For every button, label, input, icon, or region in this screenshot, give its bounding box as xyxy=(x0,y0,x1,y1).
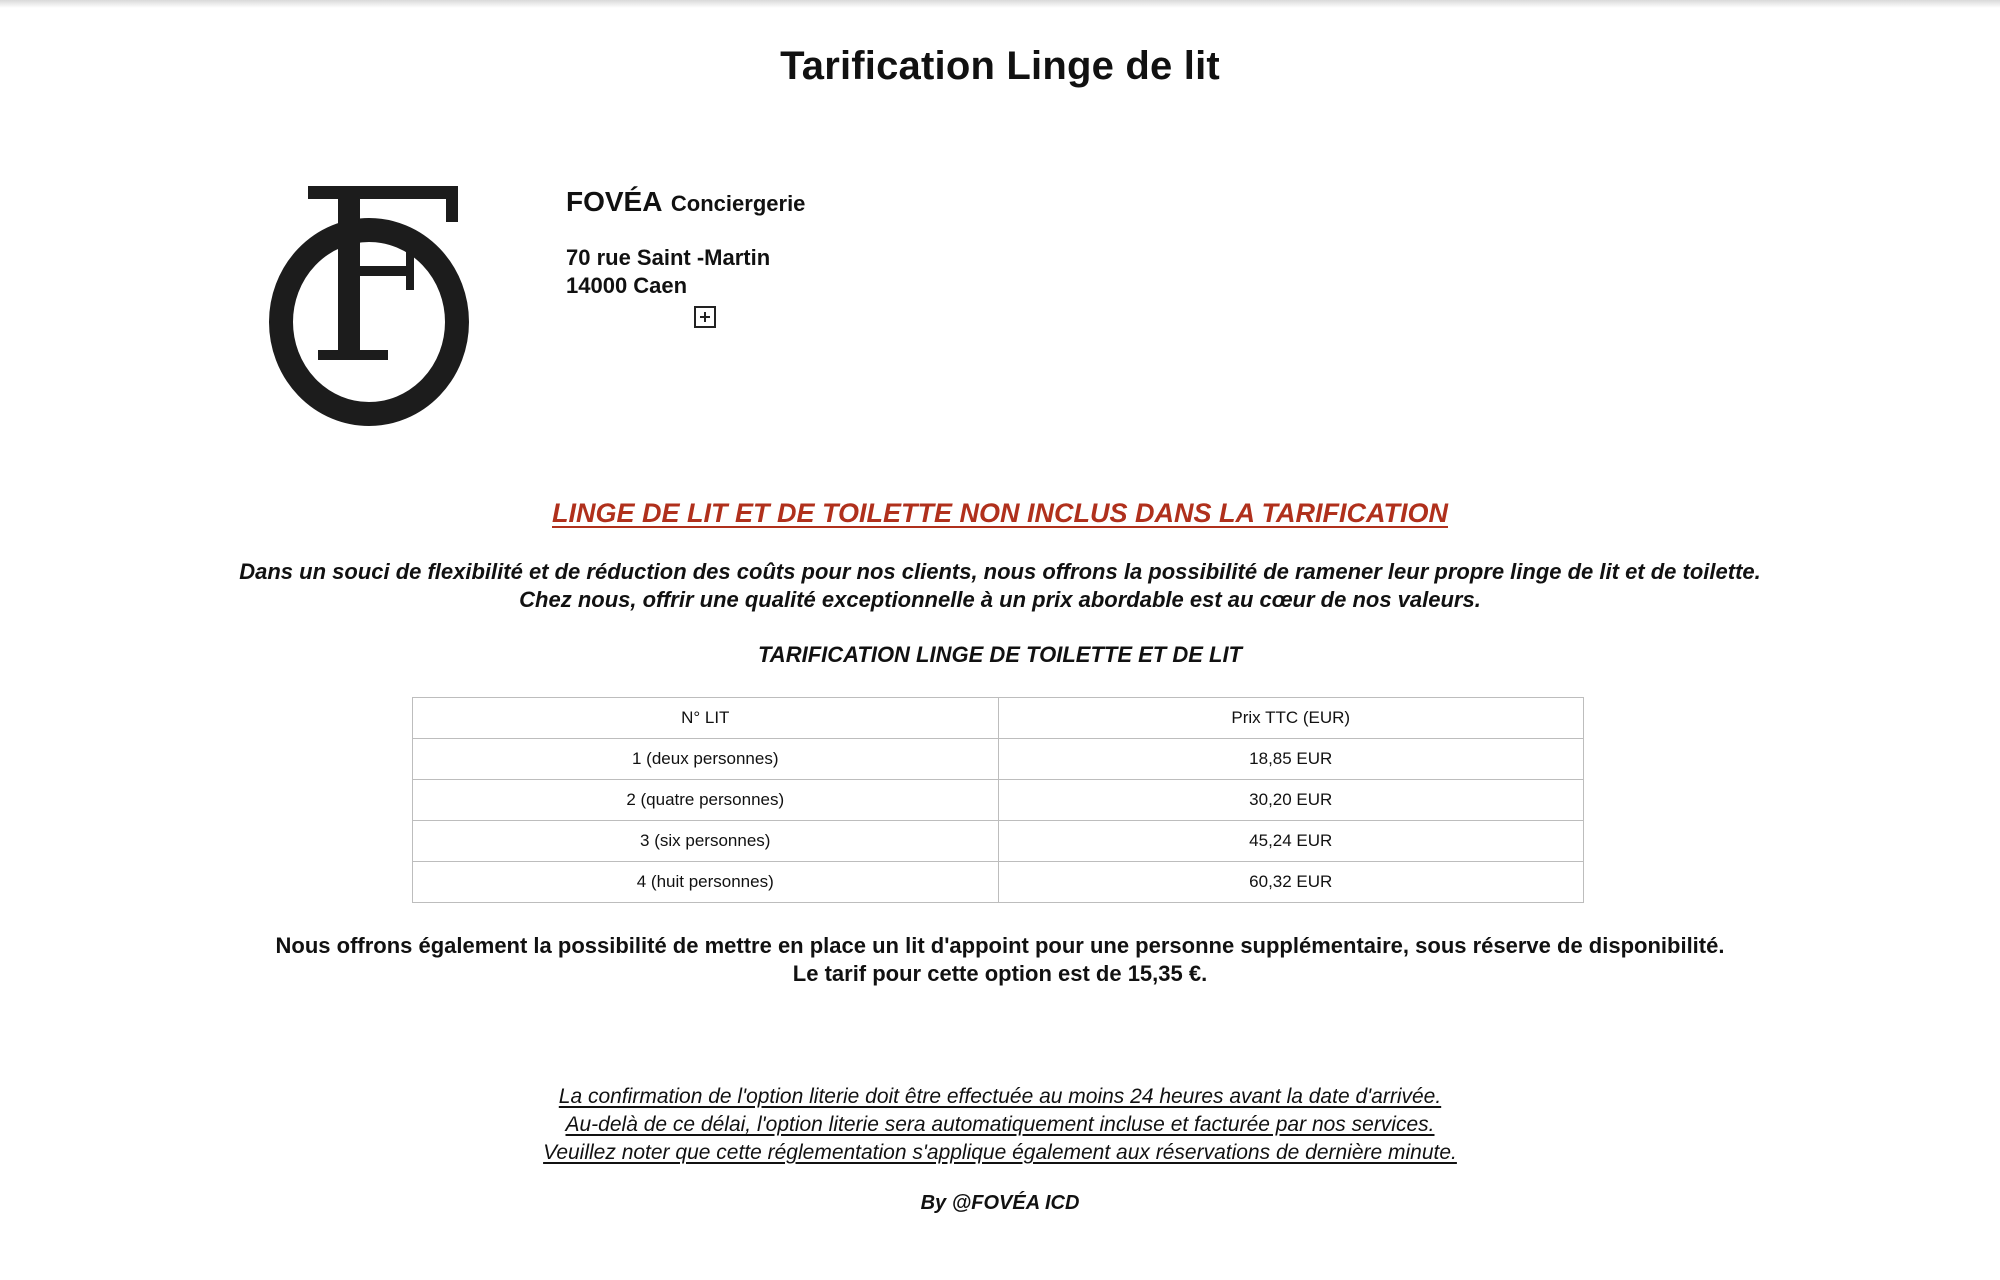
pricing-table xyxy=(412,697,1584,903)
company-name xyxy=(566,186,805,218)
top-edge-shadow xyxy=(0,0,2000,8)
condition-line-2: Au-delà de ce délai, l'option literie sera automatiquement incluse et facturée par nos services. xyxy=(565,1113,1435,1136)
intro-line-1: Dans un souci de flexibilité et de réduction des coûts pour nos clients, nous offrons la possibilité de ramener leur propre linge de lit et de toilette. xyxy=(239,559,1761,584)
table-row xyxy=(413,821,1584,862)
extra-bed-line-2: Le tarif pour cette option est de 15,35 €. xyxy=(792,961,1208,986)
cell-price: 30,20 EUR xyxy=(998,780,1584,821)
cell-lit: 2 (quatre personnes) xyxy=(413,780,999,821)
condition-line-3: Veuillez noter que cette réglementation s'applique également aux réservations de dernière minute. xyxy=(543,1141,1457,1164)
cell-price: 45,24 EUR xyxy=(998,821,1584,862)
company-address xyxy=(566,244,805,300)
page-title: Tarification Linge de lit xyxy=(780,44,1220,88)
booking-conditions xyxy=(0,1083,2000,1167)
column-header-price: Prix TTC (EUR) xyxy=(998,698,1584,739)
cell-lit: 1 (deux personnes) xyxy=(413,739,999,780)
table-header-row xyxy=(413,698,1584,739)
cell-price: 60,32 EUR xyxy=(998,862,1584,903)
fo-monogram-logo-icon xyxy=(256,182,486,432)
intro-text xyxy=(0,558,2000,614)
cell-price: 18,85 EUR xyxy=(998,739,1584,780)
intro-line-2: Chez nous, offrir une qualité exceptionnelle à un prix abordable est au cœur de nos valeurs. xyxy=(519,587,1481,612)
table-row xyxy=(413,739,1584,780)
extra-bed-text xyxy=(0,932,2000,988)
address-line-street: 70 rue Saint -Martin xyxy=(566,245,771,270)
address-line-city: 14000 Caen xyxy=(566,273,688,298)
table-row xyxy=(413,862,1584,903)
company-info xyxy=(566,186,805,300)
cell-lit: 4 (huit personnes) xyxy=(413,862,999,903)
plus-square-icon[interactable] xyxy=(694,306,716,328)
company-subtitle: Conciergerie xyxy=(670,191,806,216)
table-row xyxy=(413,780,1584,821)
pricing-table-title: TARIFICATION LINGE DE TOILETTE ET DE LIT xyxy=(758,642,1242,667)
company-brand: FOVÉA xyxy=(566,186,663,217)
footer-signature: By @FOVÉA ICD xyxy=(920,1192,1080,1214)
extra-bed-line-1: Nous offrons également la possibilité de mettre en place un lit d'appoint pour une personne supplémentaire, sous réserve de disponibilité. xyxy=(275,933,1725,958)
column-header-lit: N° LIT xyxy=(413,698,999,739)
notice-heading: LINGE DE LIT ET DE TOILETTE NON INCLUS DANS LA TARIFICATION xyxy=(552,498,1448,528)
condition-line-1: La confirmation de l'option literie doit être effectuée au moins 24 heures avant la date d'arrivée. xyxy=(558,1085,1442,1108)
cell-lit: 3 (six personnes) xyxy=(413,821,999,862)
